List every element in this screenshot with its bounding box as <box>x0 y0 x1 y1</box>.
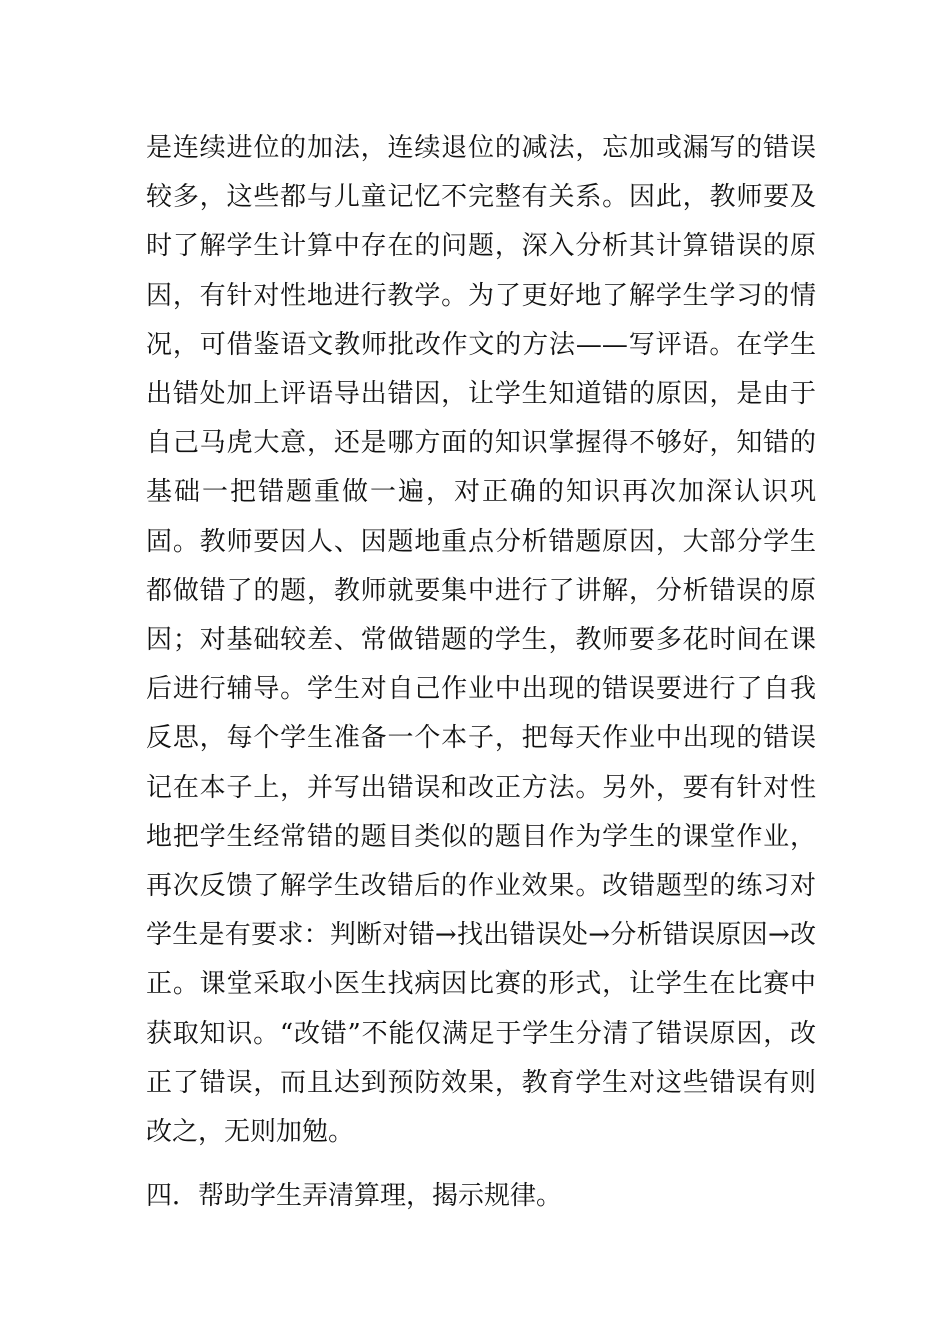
body-paragraph: 是连续进位的加法，连续退位的减法，忘加或漏写的错误较多，这些都与儿童记忆不完整有关系。因此，教师要及时了解学生计算中存在的问题，深入分析其计算错误的原因，有针对性地进行教学。为了更好地了解学生学习的情况，可借鉴语文教师批改作文的方法——写评语。在学生出错处加上评语导出错因，让学生知道错的原因，是由于自己马虎大意，还是哪方面的知识掌握得不够好，知错的基础一把错题重做一遍，对正确的知识再次加深认识巩固。教师要因人、因题地重点分析错题原因，大部分学生都做错了的题，教师就要集中进行了讲解，分析错误的原因；对基础较差、常做错题的学生，教师要多花时间在课后进行辅导。学生对自己作业中出现的错误要进行了自我反思，每个学生准备一个本子，把每天作业中出现的错误记在本子上，并写出错误和改正方法。另外，要有针对性地把学生经常错的题目类似的题目作为学生的课堂作业，再次反馈了解学生改错后的作业效果。改错题型的练习对学生是有要求：判断对错→找出错误处→分析错误原因→改正。课堂采取小医生找病因比赛的形式，让学生在比赛中获取知识。“改错”不能仅满足于学生分清了错误原因，改正了错误，而且达到预防效果，教育学生对这些错误有则改之，无则加勉。 <box>146 133 816 1148</box>
section-heading: 四．帮助学生弄清算理，揭示规律。 <box>146 1181 563 1211</box>
